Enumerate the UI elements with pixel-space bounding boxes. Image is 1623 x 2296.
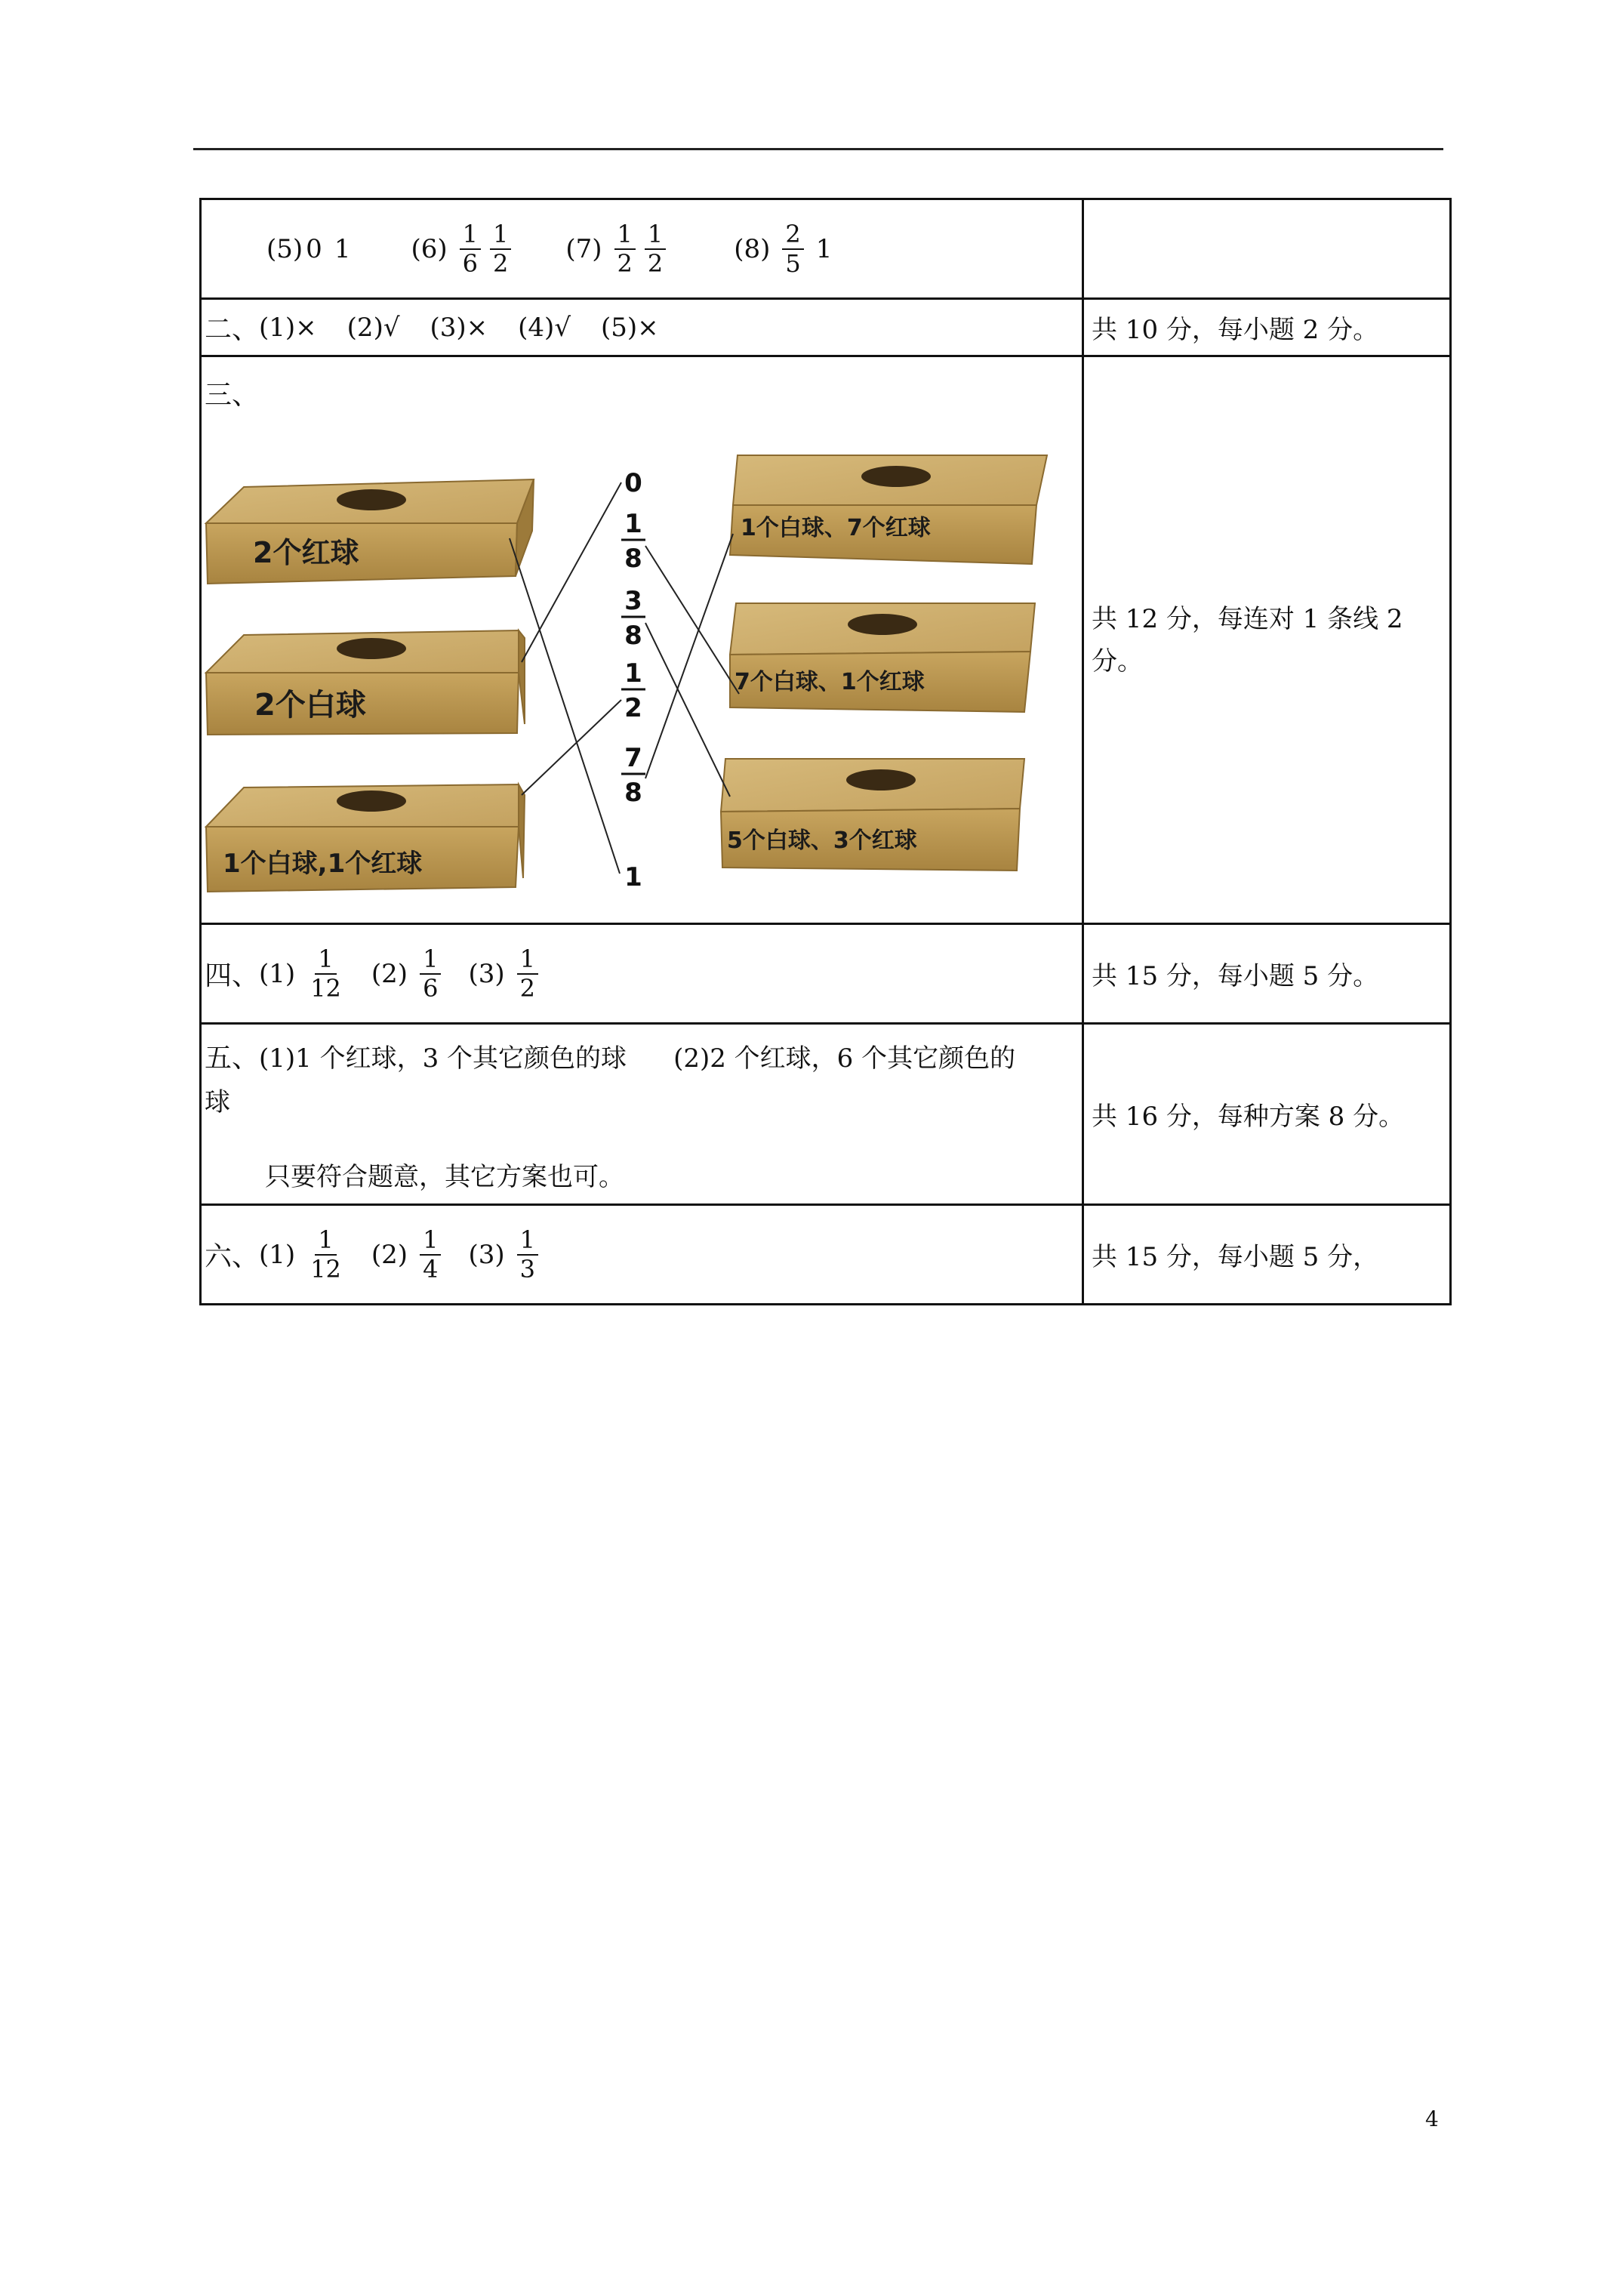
- frac-7-8-den: 8: [624, 778, 642, 808]
- box-right-2-label: 7个白球、1个红球: [735, 669, 925, 695]
- line-2red-to-1: [510, 538, 620, 874]
- item-8-frac-1: $\frac{2}{5}$: [782, 220, 803, 278]
- item-7-frac-2: $\frac{1}{2}$: [645, 220, 666, 278]
- item-6-frac-1: $\frac{1}{6}$: [460, 220, 481, 278]
- part2-answer-3: (3)×: [430, 312, 488, 343]
- box-left-1: [206, 479, 534, 584]
- row-part3: [201, 356, 1451, 924]
- item-6-frac-2: $\frac{1}{2}$: [490, 220, 511, 278]
- item-8-value-b: 1: [815, 233, 833, 264]
- fraction-column: [621, 468, 645, 892]
- part6-item-3-label: (3): [468, 1239, 505, 1270]
- frac-0: 0: [624, 468, 642, 498]
- section-5-label: 五、: [205, 1043, 260, 1074]
- box-left-2-label: 2个白球: [254, 688, 366, 723]
- row-part5: [201, 1024, 1451, 1205]
- part2-answer-2: (2)√: [346, 312, 400, 343]
- item-7-frac-1: $\frac{1}{2}$: [614, 220, 636, 278]
- box-right-3: [721, 759, 1024, 871]
- part6-item-1-frac: $\frac{1}{12}$: [310, 1225, 341, 1284]
- frac-1-2-num: 1: [624, 658, 642, 689]
- line-2white-to-0: [522, 482, 621, 662]
- section-4-label: 四、: [205, 960, 260, 991]
- part6-item-2-label: (2): [371, 1239, 408, 1270]
- box-right-1: [730, 455, 1047, 564]
- box-right-3-label: 5个白球、3个红球: [727, 827, 917, 854]
- frac-1-8-num: 1: [624, 509, 642, 539]
- part2-answer-1: (1)×: [259, 312, 317, 343]
- row5-score: 共 16 分，每种方案 8 分。: [1083, 1024, 1451, 1205]
- part4-item-1-label: (1): [259, 958, 296, 989]
- part4-item-3-label: (3): [468, 958, 505, 989]
- item-8-label: (8): [734, 233, 771, 264]
- section-2-label: 二、: [205, 314, 260, 345]
- part6-item-3-frac: $\frac{1}{3}$: [517, 1226, 538, 1284]
- box-left-3-label: 1个白球,1个红球: [223, 849, 423, 879]
- part2-answer-4: (4)√: [518, 312, 571, 343]
- page-number: 4: [1425, 2106, 1439, 2131]
- frac-1-8-den: 8: [624, 544, 642, 574]
- line-1-8-to-7w1r: [645, 546, 739, 694]
- part6-item-1-label: (1): [259, 1239, 296, 1270]
- box-left-3: [206, 784, 525, 892]
- header-rule: [193, 148, 1443, 150]
- part4-item-3-frac: $\frac{1}{2}$: [517, 945, 538, 1003]
- frac-1-2-den: 2: [624, 693, 642, 723]
- line-3-8-to-5w3r: [645, 623, 730, 797]
- box-right-2: [730, 603, 1035, 712]
- frac-3-8-den: 8: [624, 621, 642, 651]
- section-6-label: 六、: [205, 1241, 260, 1272]
- answer-table: [199, 198, 1452, 1305]
- row6-score: 共 15 分，每小题 5 分，: [1083, 1205, 1451, 1305]
- part5-option-1: (1)1 个红球，3 个其它颜色的球: [259, 1043, 627, 1074]
- part5-note: 只要符合题意，其它方案也可。: [265, 1162, 624, 1192]
- box-left-1-label: 2个红球: [253, 536, 359, 569]
- matching-figure: [202, 357, 1077, 920]
- line-1w1r-to-half: [522, 700, 621, 795]
- part4-item-2-label: (2): [371, 958, 408, 989]
- section-3-label: 三、: [205, 380, 260, 411]
- line-7-8-to-1w7r: [645, 534, 733, 778]
- frac-3-8-num: 3: [624, 586, 642, 616]
- row-part6: [201, 1205, 1451, 1305]
- part4-item-2-frac: $\frac{1}{6}$: [420, 945, 441, 1003]
- box-right-1-label: 1个白球、7个红球: [741, 515, 931, 541]
- frac-7-8-num: 7: [624, 743, 642, 773]
- part4-item-1-frac: $\frac{1}{12}$: [310, 944, 341, 1003]
- item-5-value-b: 1: [334, 233, 351, 264]
- row4-score: 共 15 分，每小题 5 分。: [1083, 924, 1451, 1024]
- row2-score: 共 10 分，每小题 2 分。: [1083, 299, 1451, 356]
- item-7-label: (7): [565, 233, 602, 264]
- item-5-value-a: 0: [306, 233, 322, 264]
- row3-score-line2: 分。: [1092, 646, 1143, 676]
- row-part4: [201, 924, 1451, 1024]
- part6-item-2-frac: $\frac{1}{4}$: [420, 1226, 441, 1284]
- item-6-label: (6): [411, 233, 448, 264]
- row-part1-continued: [201, 199, 1451, 299]
- row1-score: [1083, 199, 1451, 299]
- row-part2: [201, 299, 1451, 356]
- part5-option-2: (2)2 个红球，6 个其它颜色的: [673, 1043, 1016, 1074]
- frac-1: 1: [624, 862, 642, 892]
- item-5-label: (5): [266, 233, 303, 264]
- box-left-2: [206, 630, 525, 735]
- part5-option-2-wrap: 球: [205, 1087, 230, 1117]
- row3-score-line1: 共 12 分，每连对 1 条线 2: [1092, 603, 1403, 634]
- part2-answer-5: (5)×: [600, 312, 659, 343]
